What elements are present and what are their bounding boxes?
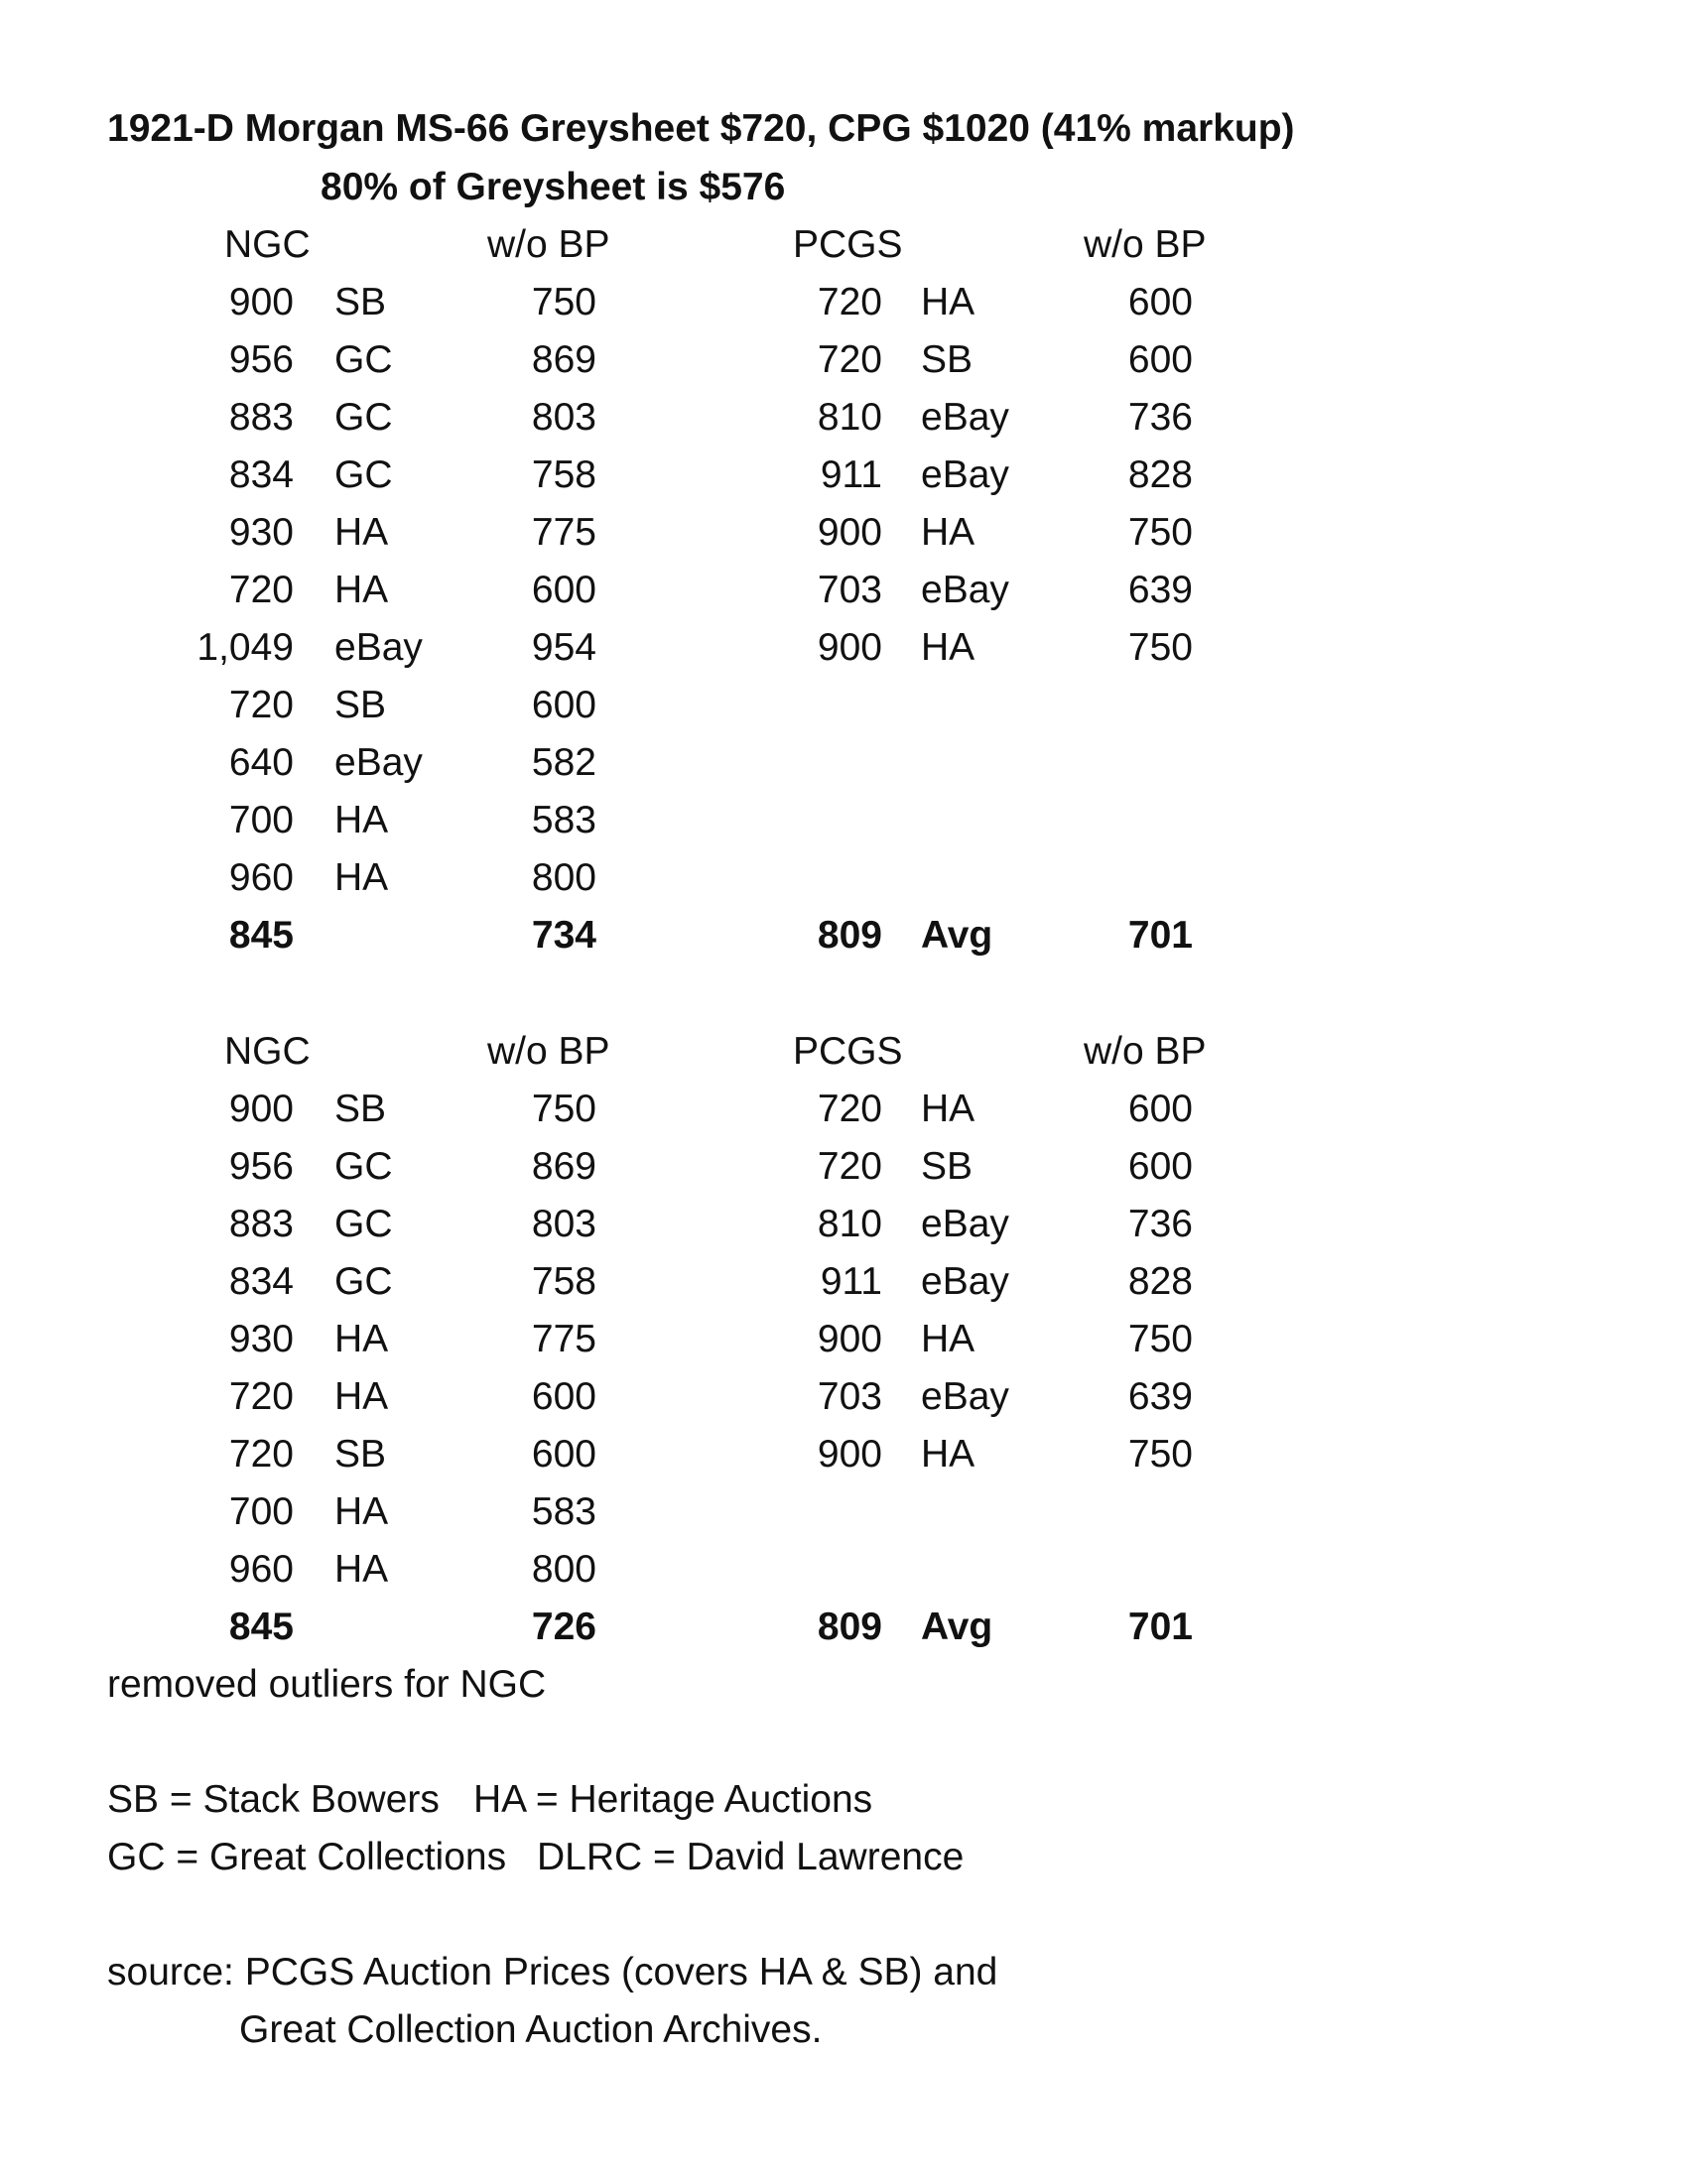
table2-pcgs-price: 911 — [820, 1260, 882, 1303]
table2-header-pcgs: PCGS — [793, 1030, 903, 1073]
table2-ngc-wobp: 800 — [531, 1548, 596, 1591]
page-subtitle: 80% of Greysheet is $576 — [321, 166, 786, 208]
table2-ngc-source: HA — [334, 1318, 389, 1360]
table1-ngc-price: 956 — [228, 338, 294, 381]
table2-ngc-source: HA — [334, 1548, 389, 1591]
source-line-2: Great Collection Auction Archives. — [239, 2008, 823, 2051]
table1-ngc-source: SB — [334, 684, 387, 726]
table2-pcgs-price: 720 — [817, 1145, 882, 1188]
table1-pcgs-price: 900 — [817, 626, 882, 669]
table1-ngc-wobp: 750 — [531, 281, 596, 323]
table2-header-pcgs-wobp: w/o BP — [1084, 1030, 1207, 1073]
table2-pcgs-wobp: 750 — [1127, 1433, 1193, 1476]
table1-ngc-wobp: 583 — [531, 799, 596, 841]
table1-pcgs-wobp: 750 — [1127, 626, 1193, 669]
table1-ngc-price: 900 — [228, 281, 294, 323]
table2-ngc-wobp: 869 — [531, 1145, 596, 1188]
table2-ngc-wobp: 758 — [531, 1260, 596, 1303]
table1-pcgs-source: eBay — [921, 396, 1009, 439]
table1-header-pcgs: PCGS — [793, 223, 903, 266]
table1-ngc-wobp: 758 — [531, 453, 596, 496]
legend-dlrc: DLRC = David Lawrence — [537, 1836, 965, 1878]
table2-pcgs-price: 720 — [817, 1088, 882, 1130]
table2-ngc-price: 700 — [228, 1490, 294, 1533]
table1-pcgs-source: eBay — [921, 569, 1009, 611]
table2-pcgs-source: HA — [921, 1088, 975, 1130]
table1-pcgs-price: 900 — [817, 511, 882, 554]
table1-pcgs-source: SB — [921, 338, 974, 381]
table1-ngc-source: SB — [334, 281, 387, 323]
table1-ngc-source: HA — [334, 799, 389, 841]
table2-header-ngc-wobp: w/o BP — [487, 1030, 610, 1073]
table2-pcgs-wobp: 828 — [1127, 1260, 1193, 1303]
legend-gc: GC = Great Collections — [107, 1836, 507, 1878]
table1-ngc-price: 640 — [228, 741, 294, 784]
table2-ngc-price: 883 — [228, 1203, 294, 1245]
table2-pcgs-price: 900 — [817, 1318, 882, 1360]
table1-total-ngc-wobp: 734 — [531, 914, 596, 957]
table2-ngc-price: 960 — [228, 1548, 294, 1591]
table1-ngc-wobp: 600 — [531, 569, 596, 611]
table1-total-pcgs-wobp: 701 — [1127, 914, 1193, 957]
table2-pcgs-wobp: 639 — [1127, 1375, 1193, 1418]
table2-total-pcgs: 809 — [817, 1606, 882, 1648]
table2-ngc-wobp: 583 — [531, 1490, 596, 1533]
table2-pcgs-price: 900 — [817, 1433, 882, 1476]
table1-ngc-wobp: 582 — [531, 741, 596, 784]
table2-pcgs-wobp: 750 — [1127, 1318, 1193, 1360]
legend-ha: HA = Heritage Auctions — [473, 1778, 873, 1821]
table1-ngc-source: GC — [334, 338, 393, 381]
table2-ngc-price: 720 — [228, 1375, 294, 1418]
table1-pcgs-wobp: 736 — [1127, 396, 1193, 439]
table1-pcgs-source: HA — [921, 281, 975, 323]
table1-pcgs-price: 810 — [817, 396, 882, 439]
table1-pcgs-source: HA — [921, 626, 975, 669]
table1-pcgs-wobp: 828 — [1127, 453, 1193, 496]
table2-ngc-source: GC — [334, 1260, 393, 1303]
table1-ngc-source: eBay — [334, 626, 423, 669]
table2-ngc-wobp: 803 — [531, 1203, 596, 1245]
table2-ngc-source: GC — [334, 1203, 393, 1245]
table1-total-pcgs: 809 — [817, 914, 882, 957]
table2-avg-label: Avg — [921, 1606, 993, 1648]
table2-pcgs-source: eBay — [921, 1203, 1009, 1245]
table1-ngc-wobp: 803 — [531, 396, 596, 439]
table2-pcgs-source: eBay — [921, 1260, 1009, 1303]
table1-ngc-price: 883 — [228, 396, 294, 439]
table2-pcgs-source: eBay — [921, 1375, 1009, 1418]
table1-ngc-wobp: 775 — [531, 511, 596, 554]
table2-header-ngc: NGC — [224, 1030, 311, 1073]
table2-total-pcgs-wobp: 701 — [1127, 1606, 1193, 1648]
table2-pcgs-price: 810 — [817, 1203, 882, 1245]
table1-pcgs-wobp: 750 — [1127, 511, 1193, 554]
table1-ngc-source: eBay — [334, 741, 423, 784]
table1-pcgs-price: 720 — [817, 338, 882, 381]
table1-ngc-wobp: 869 — [531, 338, 596, 381]
table1-header-ngc: NGC — [224, 223, 311, 266]
table1-ngc-source: HA — [334, 569, 389, 611]
table1-ngc-source: HA — [334, 856, 389, 899]
table1-ngc-price: 834 — [228, 453, 294, 496]
source-line-1: source: PCGS Auction Prices (covers HA & SB) and — [107, 1951, 998, 1993]
table2-ngc-source: SB — [334, 1088, 387, 1130]
table2-total-ngc: 845 — [228, 1606, 294, 1648]
table1-ngc-price: 720 — [228, 684, 294, 726]
table2-ngc-source: SB — [334, 1433, 387, 1476]
table1-pcgs-price: 720 — [817, 281, 882, 323]
table2-pcgs-price: 703 — [817, 1375, 882, 1418]
table2-ngc-source: GC — [334, 1145, 393, 1188]
table1-ngc-price: 960 — [228, 856, 294, 899]
table2-ngc-price: 956 — [228, 1145, 294, 1188]
table2-pcgs-source: SB — [921, 1145, 974, 1188]
table1-pcgs-wobp: 600 — [1127, 338, 1193, 381]
table1-ngc-source: GC — [334, 396, 393, 439]
table1-header-ngc-wobp: w/o BP — [487, 223, 610, 266]
table1-pcgs-price: 911 — [820, 453, 882, 496]
table2-pcgs-wobp: 736 — [1127, 1203, 1193, 1245]
table1-ngc-price: 720 — [228, 569, 294, 611]
table2-ngc-source: HA — [334, 1375, 389, 1418]
table1-pcgs-source: eBay — [921, 453, 1009, 496]
table1-ngc-wobp: 600 — [531, 684, 596, 726]
table2-ngc-wobp: 775 — [531, 1318, 596, 1360]
table1-pcgs-price: 703 — [817, 569, 882, 611]
table1-ngc-price: 1,049 — [196, 626, 294, 669]
table1-pcgs-wobp: 639 — [1127, 569, 1193, 611]
table2-ngc-price: 720 — [228, 1433, 294, 1476]
table2-pcgs-source: HA — [921, 1318, 975, 1360]
table2-pcgs-wobp: 600 — [1127, 1088, 1193, 1130]
table1-ngc-price: 930 — [228, 511, 294, 554]
table2-ngc-wobp: 750 — [531, 1088, 596, 1130]
table1-header-pcgs-wobp: w/o BP — [1084, 223, 1207, 266]
table1-ngc-source: HA — [334, 511, 389, 554]
table2-ngc-wobp: 600 — [531, 1375, 596, 1418]
table1-avg-label: Avg — [921, 914, 993, 957]
outlier-note: removed outliers for NGC — [107, 1663, 547, 1706]
table1-pcgs-wobp: 600 — [1127, 281, 1193, 323]
table2-ngc-source: HA — [334, 1490, 389, 1533]
table1-ngc-wobp: 800 — [531, 856, 596, 899]
table2-ngc-price: 900 — [228, 1088, 294, 1130]
page-title: 1921-D Morgan MS-66 Greysheet $720, CPG $1020 (41% markup) — [107, 107, 1295, 150]
table2-pcgs-source: HA — [921, 1433, 975, 1476]
table2-ngc-wobp: 600 — [531, 1433, 596, 1476]
table1-ngc-source: GC — [334, 453, 393, 496]
table2-pcgs-wobp: 600 — [1127, 1145, 1193, 1188]
table2-total-ngc-wobp: 726 — [531, 1606, 596, 1648]
table1-ngc-wobp: 954 — [531, 626, 596, 669]
legend-sb: SB = Stack Bowers — [107, 1778, 440, 1821]
table2-ngc-price: 834 — [228, 1260, 294, 1303]
table2-ngc-price: 930 — [228, 1318, 294, 1360]
table1-total-ngc: 845 — [228, 914, 294, 957]
table1-ngc-price: 700 — [228, 799, 294, 841]
table1-pcgs-source: HA — [921, 511, 975, 554]
